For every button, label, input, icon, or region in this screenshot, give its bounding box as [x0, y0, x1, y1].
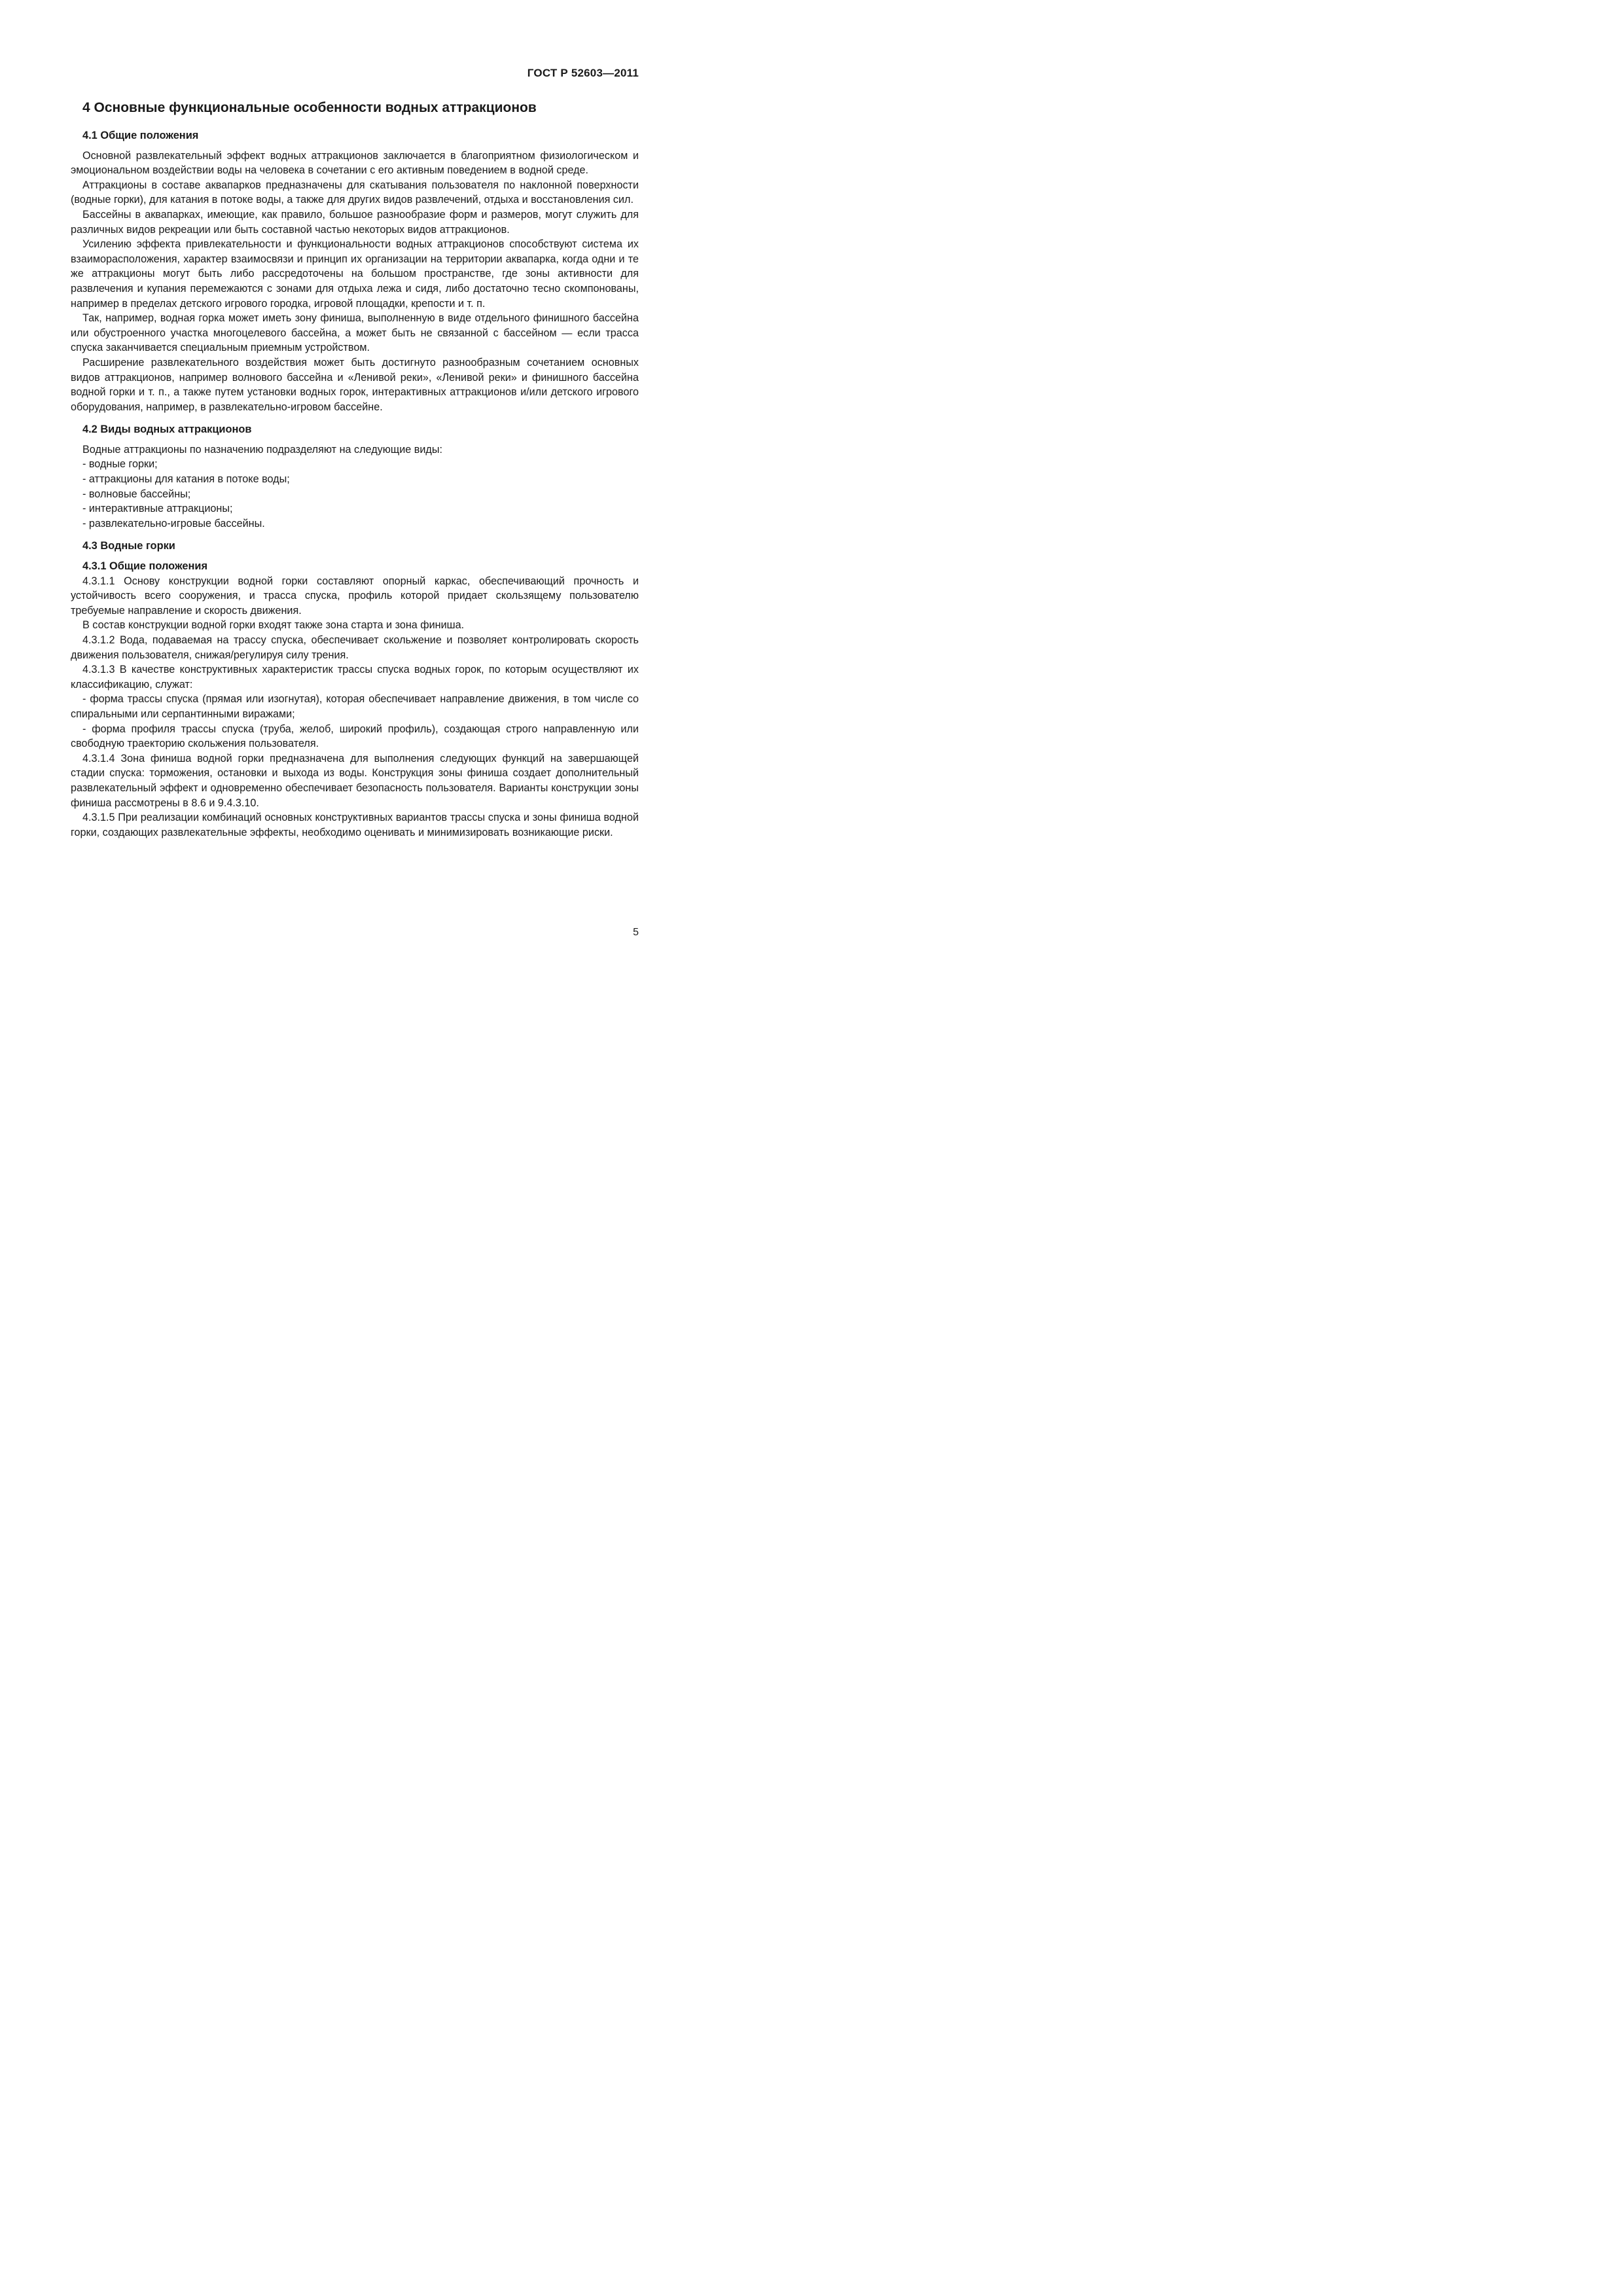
- subsection-heading-4-3: 4.3 Водные горки: [82, 540, 175, 552]
- paragraph: Расширение развлекательного воздействия может быть достигнуто разнообразным сочетанием основных видов аттракционов, например волнового бассейна и «Ленивой реки», «Ленивой реки» и финишного бассейна водной горки и т. п., а также путем установки водных горок, интерактивных аттракционов и/или детского игрового оборудования, например, в развлекательно-игровом бассейне.: [71, 356, 639, 413]
- page-number: 5: [633, 927, 639, 938]
- paragraph: 4.3.1.4 Зона финиша водной горки предназначена для выполнения следующих функций на завершающей стадии спуска: торможения, остановки и выхода из воды. Конструкция зоны финиша создает дополнительный развлекательный эффект и одновременно обеспечивает безопасность пользователя. Варианты конструкции зоны финиша рассмотрены в 8.6 и 9.4.3.10.: [71, 752, 639, 809]
- paragraph: 4.3.1.5 При реализации комбинаций основных конструктивных вариантов трассы спуска и зоны финиша водной горки, создающих развлекательные эффекты, необходимо оценивать и минимизировать возникающие риски.: [71, 812, 639, 838]
- paragraph: Усилению эффекта привлекательности и функциональности водных аттракционов способствуют система их взаиморасположения, характер взаимосвязи и принцип их организации на территории аквапарка, когда одни и те же аттракционы могут быть либо рассредоточены на большом пространстве, где зоны активности для развлечения и купания перемежаются с зонами для отдыха лежа и сидя, либо достаточно тесно скомпонованы, например в пределах детского игрового городка, игровой площадки, крепости и т. п.: [71, 238, 639, 310]
- subsection-heading-4-2: 4.2 Виды водных аттракционов: [82, 423, 252, 436]
- subsection-heading-4-1: 4.1 Общие положения: [82, 130, 199, 141]
- paragraph: Аттракционы в составе аквапарков предназначены для скатывания пользователя по наклонной поверхности (водные горки), для катания в потоке воды, а также для других видов развлечений, отдыха и восстановления сил.: [71, 179, 639, 206]
- paragraph: - форма профиля трассы спуска (труба, желоб, широкий профиль), создающая строго направленную или свободную траекторию скольжения пользователя.: [71, 723, 639, 750]
- attraction-types-list: [71, 457, 639, 531]
- section-title: 4 Основные функциональные особенности водных аттракционов: [82, 100, 537, 115]
- paragraph: В состав конструкции водной горки входят также зона старта и зона финиша.: [82, 619, 465, 632]
- list-item: - развлекательно-игровые бассейны.: [71, 516, 639, 531]
- list-intro: Водные аттракционы по назначению подразделяют на следующие виды:: [82, 443, 442, 456]
- paragraph: 4.3.1.2 Вода, подаваемая на трассу спуска, обеспечивает скольжение и позволяет контролировать скорость движения пользователя, снижая/регулируя силу трения.: [71, 634, 639, 661]
- list-item: - интерактивные аттракционы;: [71, 501, 639, 516]
- subsection-heading-4-3-1: 4.3.1 Общие положения: [82, 560, 208, 573]
- page-content: [71, 98, 639, 840]
- paragraph: 4.3.1.1 Основу конструкции водной горки составляют опорный каркас, обеспечивающий прочность и устойчивость всего сооружения, и трасса спуска, профиль которой придает скользящему пользователю требуемые направление и скорость движения.: [71, 575, 639, 617]
- document-page: [0, 0, 721, 1020]
- list-item: - водные горки;: [71, 457, 639, 472]
- list-item: - волновые бассейны;: [71, 487, 639, 502]
- list-item: - аттракционы для катания в потоке воды;: [71, 472, 639, 487]
- paragraph: - форма трассы спуска (прямая или изогнутая), которая обеспечивает направление движения, в том числе со спиральными или серпантинными виражами;: [71, 693, 639, 720]
- paragraph: Бассейны в аквапарках, имеющие, как правило, большое разнообразие форм и размеров, могут служить для различных видов рекреации или быть составной частью некоторых видов аттракционов.: [71, 208, 639, 236]
- paragraph: Так, например, водная горка может иметь зону финиша, выполненную в виде отдельного финишного бассейна или обустроенного участка многоцелевого бассейна, а может быть не связанной с бассейном — если трасса спуска заканчивается специальным приемным устройством.: [71, 312, 639, 354]
- document-code: ГОСТ Р 52603—2011: [527, 67, 639, 79]
- paragraph: 4.3.1.3 В качестве конструктивных характеристик трассы спуска водных горок, по которым осуществляют их классификацию, служат:: [71, 664, 639, 691]
- paragraph: Основной развлекательный эффект водных аттракционов заключается в благоприятном физиологическом и эмоциональном воздействии воды на человека в сочетании с его активным поведением в водной среде.: [71, 149, 639, 177]
